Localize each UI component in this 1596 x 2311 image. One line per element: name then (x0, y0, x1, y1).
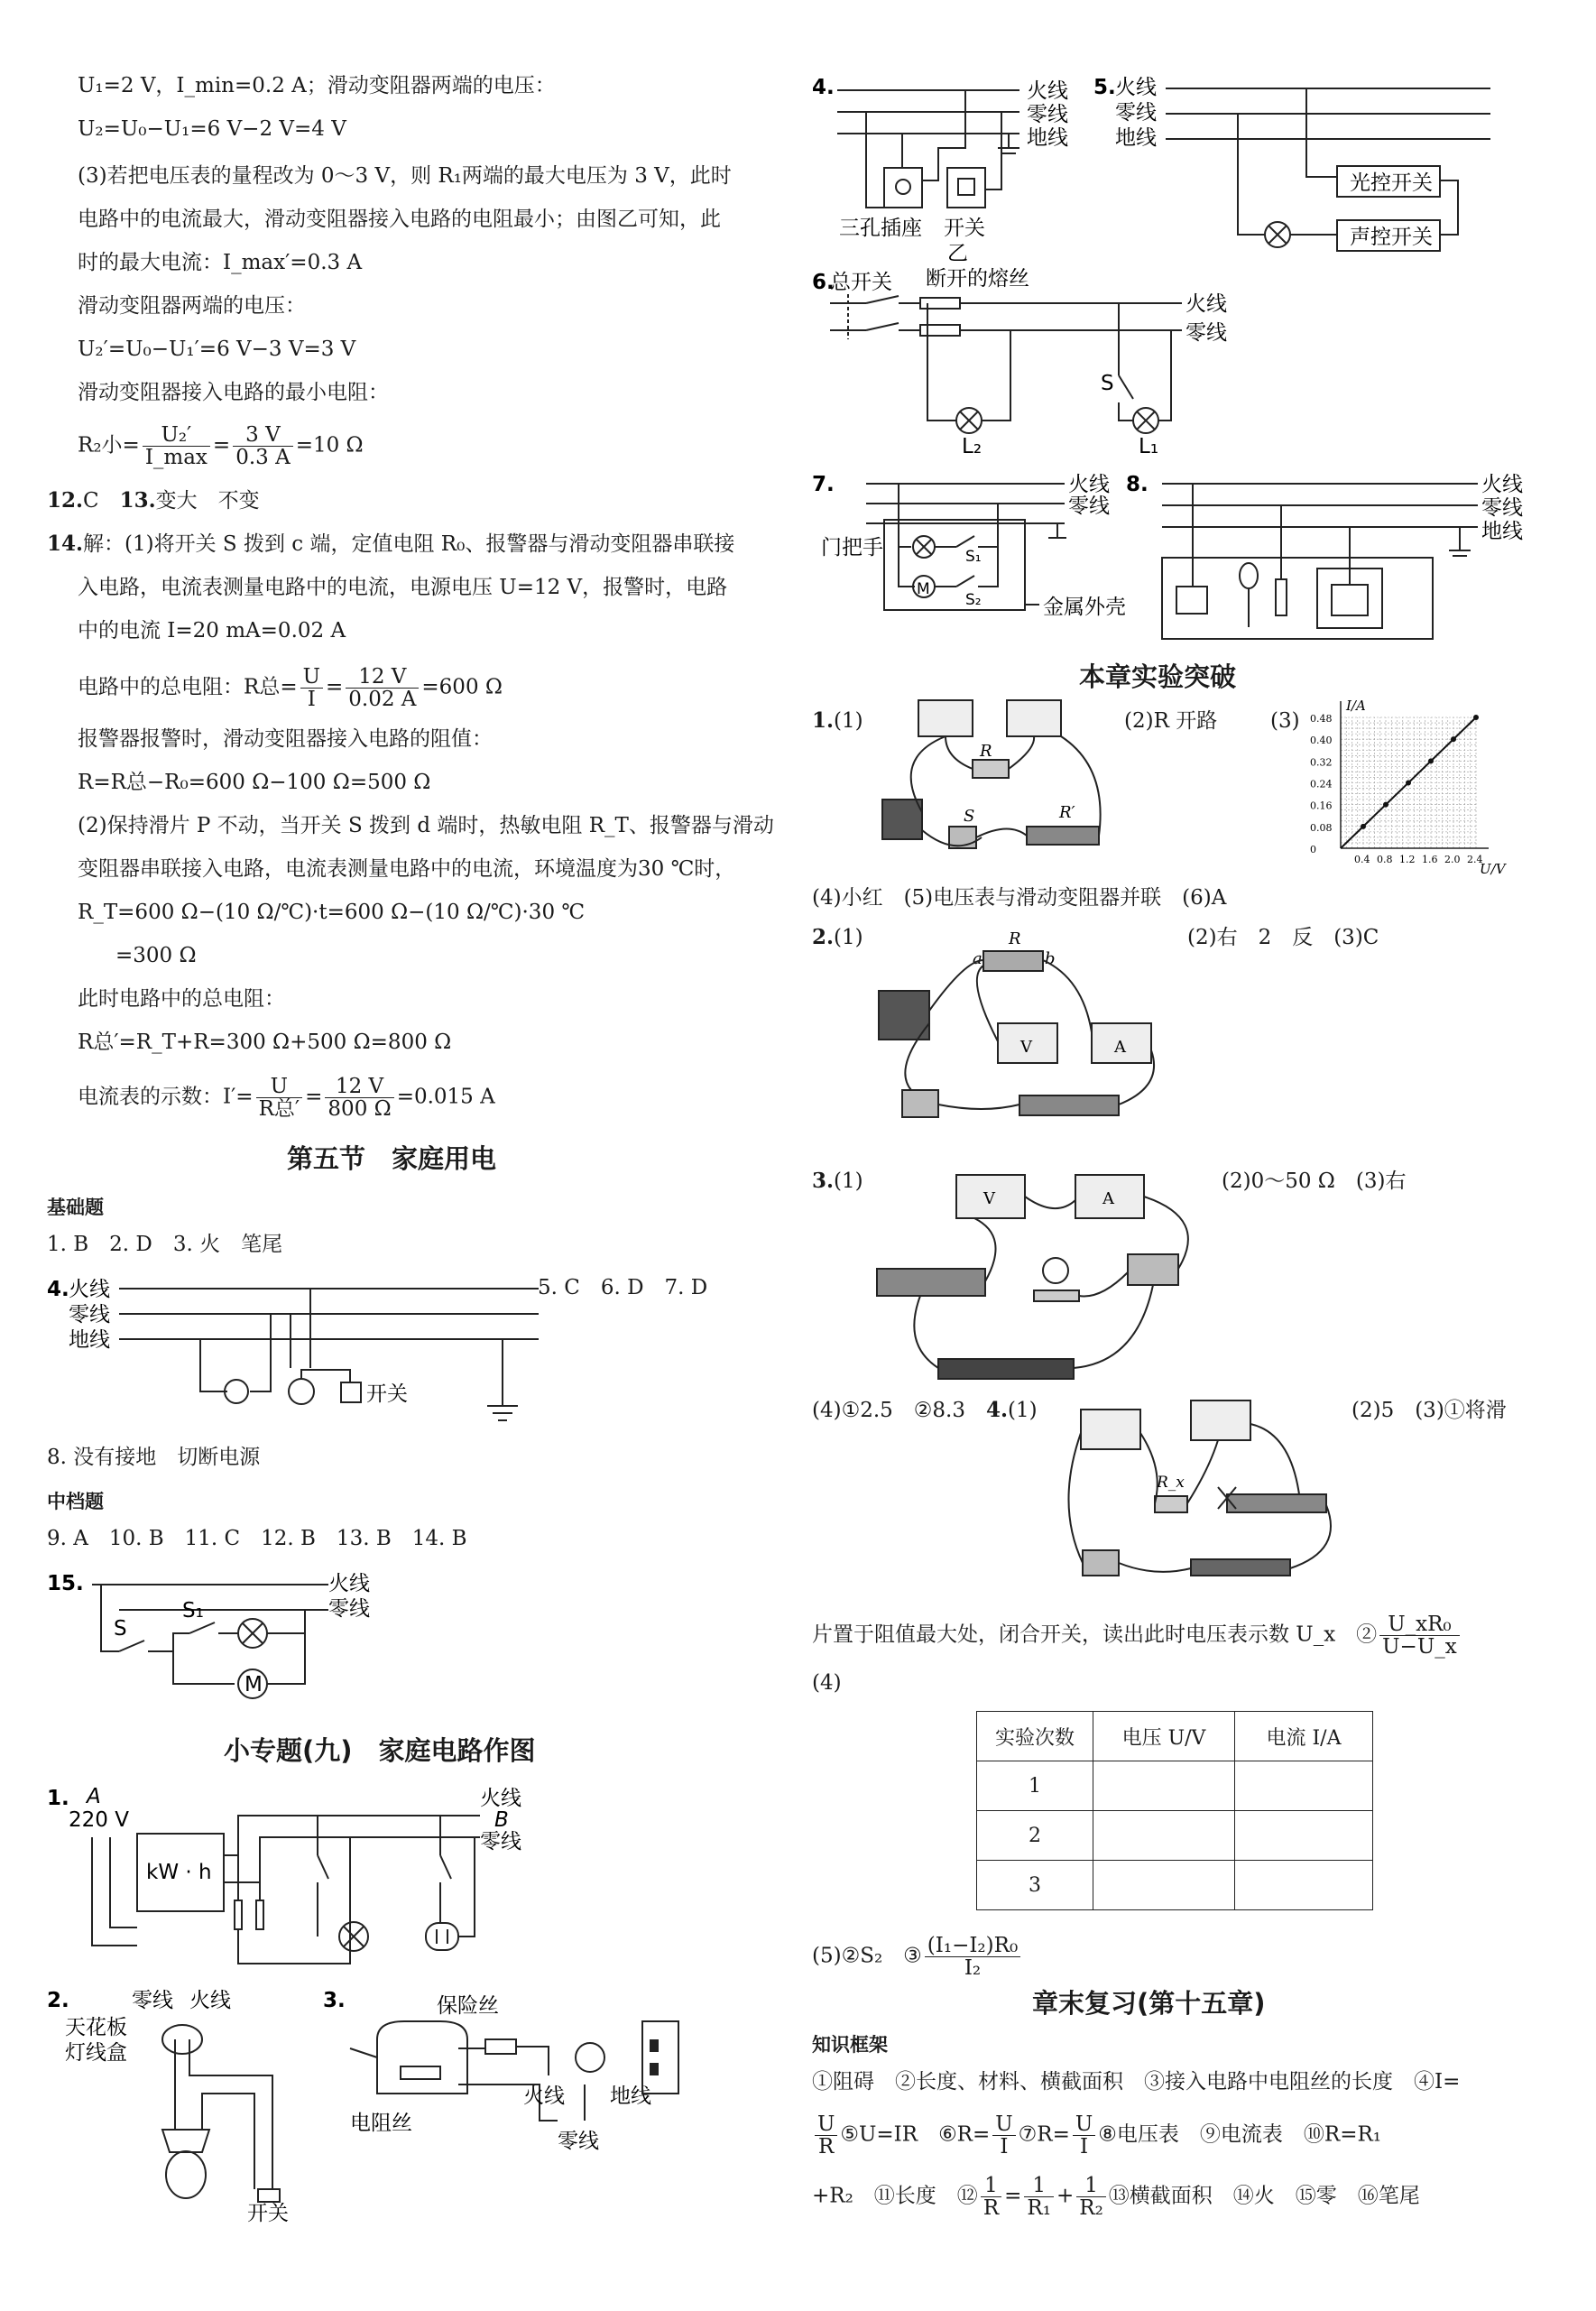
data-point (1428, 758, 1434, 763)
text-line: 变阻器串联接入电路，电流表测量电路中的电流，环境温度为30 ℃时， (78, 857, 736, 881)
svg-text:门把手: 门把手 (821, 536, 883, 559)
subheading: 知识框架 (812, 2034, 888, 2056)
answer-line: 片置于阻值最大处，闭合开关，读出此时电压表示数 U_x ② $\frac{\text{U\_xR₀}}{U-U\_x}$ (812, 1613, 1462, 1658)
svg-text:15.: 15. (47, 1572, 84, 1595)
equation: R₂小= $\frac{\text{U₂′}}{I\_\max}$ = $\frac{3 V}{0.3 A}$ =10 Ω (78, 423, 364, 469)
svg-text:灯线盒: 灯线盒 (65, 2041, 127, 2065)
circuit-diagram-socket (812, 72, 1083, 265)
svg-text:kW · h: kW · h (146, 1861, 212, 1884)
battery-pack-icon (1191, 1559, 1290, 1576)
answer-line: (2)5 (3)①将滑 (1352, 1399, 1507, 1422)
svg-text:4.: 4. (47, 1278, 69, 1301)
answer-line: 2.(1) (812, 925, 863, 949)
svg-text:b: b (1045, 949, 1056, 968)
answer-line: (5)②S₂ ③ $\frac{\text{(I₁−I₂)R₀}}{\text{I₂}}$ (812, 1935, 1023, 1979)
text-line: U₁=2 V，I_min=0.2 A；滑动变阻器两端的电压： (78, 74, 556, 97)
table-cell (1093, 1761, 1235, 1811)
svg-text:A: A (1102, 1189, 1114, 1208)
switch-icon (341, 1382, 361, 1402)
x-tick-label: 0.8 (1377, 854, 1393, 865)
ceiling-box-icon (162, 2025, 202, 2054)
svg-text:S: S (1101, 372, 1114, 395)
svg-text:2.: 2. (47, 1989, 69, 2012)
svg-text:R: R (980, 742, 992, 761)
y-axis-label: I/A (1346, 698, 1366, 714)
table-header: 电压 U/V (1093, 1712, 1235, 1761)
svg-text:R_x: R_x (1157, 1474, 1185, 1492)
svg-text:M: M (917, 580, 930, 598)
svg-text:S₂: S₂ (965, 591, 982, 609)
bulb-icon (1043, 1258, 1068, 1283)
experiment-apparatus (1056, 1397, 1344, 1595)
svg-text:三孔插座: 三孔插座 (839, 217, 922, 240)
text-line: R_T=600 Ω−(10 Ω/℃)·t=600 Ω−(10 Ω/℃)·30 ℃ (78, 901, 586, 924)
text-line: 时的最大电流：I_max′=0.3 A (78, 251, 363, 274)
diagram-ceiling-lamp (47, 1985, 309, 2225)
x-axis-label: U/V (1480, 861, 1506, 877)
table-cell (1093, 1811, 1235, 1861)
answer-line: (4) (812, 1671, 842, 1695)
svg-text:零线: 零线 (132, 1989, 173, 2012)
experiment-apparatus (866, 1164, 1227, 1390)
svg-text:零线: 零线 (1115, 101, 1157, 125)
svg-text:A: A (1114, 1038, 1126, 1057)
socket-icon (426, 1923, 458, 1950)
svg-text:零线: 零线 (69, 1303, 110, 1327)
data-point (1361, 824, 1366, 829)
svg-text:开关: 开关 (366, 1382, 408, 1406)
plug-icon (576, 2043, 604, 2072)
metal-shell (884, 520, 1025, 610)
section-title: 小专题(九) 家庭电路作图 (224, 1735, 536, 1766)
svg-text:零线: 零线 (558, 2130, 599, 2153)
svg-text:天花板: 天花板 (65, 2016, 127, 2039)
svg-text:零线: 零线 (328, 1597, 370, 1621)
wall-socket-icon (642, 2021, 678, 2094)
svg-text:火线: 火线 (480, 1787, 521, 1810)
resistor-icon (1155, 1496, 1187, 1512)
switch-icon (1176, 587, 1207, 614)
svg-text:A: A (87, 1785, 101, 1808)
svg-text:光控开关: 光控开关 (1350, 171, 1433, 195)
svg-text:4.: 4. (812, 76, 835, 99)
table-row (977, 1761, 1373, 1811)
circuit-diagram-motor (47, 1570, 408, 1706)
resistor-coil-icon (983, 951, 1043, 971)
equation: 电流表的示数：I′= $\frac{U}{\text{R总′}}$ = $\frac{12 V}{800 \Omega}$ =0.015 A (78, 1075, 495, 1121)
bulb-icon (289, 1379, 314, 1404)
svg-text:S₁: S₁ (182, 1599, 204, 1622)
battery-pack-icon (938, 1359, 1074, 1379)
section-title: 本章实验突破 (1079, 661, 1237, 692)
svg-text:火线: 火线 (1068, 473, 1110, 496)
text-line: U₂=U₀−U₁=6 V−2 V=4 V (78, 117, 346, 141)
socket-icon (225, 1380, 248, 1403)
svg-text:火线: 火线 (189, 1989, 231, 2012)
text-line: =300 Ω (115, 944, 197, 967)
circuit-diagram-dual-switch (1093, 72, 1499, 253)
svg-text:火线: 火线 (1185, 292, 1227, 316)
subheading: 基础题 (47, 1197, 104, 1218)
svg-text:保险丝: 保险丝 (437, 1994, 499, 2018)
svg-text:火线: 火线 (69, 1278, 110, 1301)
svg-text:a: a (973, 949, 983, 968)
y-tick-label: 0.40 (1310, 735, 1333, 747)
text-line: 中的电流 I=20 mA=0.02 A (78, 619, 346, 642)
data-point (1473, 715, 1479, 720)
table-row (977, 1861, 1373, 1910)
svg-text:V: V (1020, 1038, 1032, 1057)
table-header: 电流 I/A (1235, 1712, 1373, 1761)
experiment-apparatus (873, 695, 1108, 875)
svg-text:M: M (244, 1673, 263, 1696)
svg-text:零线: 零线 (480, 1830, 521, 1853)
svg-text:零线: 零线 (1481, 496, 1523, 520)
svg-text:零线: 零线 (1068, 495, 1110, 518)
switch-icon (902, 1090, 938, 1117)
text-line: 入电路，电流表测量电路中的电流，电源电压 U=12 V，报警时，电路 (78, 576, 728, 599)
table-cell (1235, 1811, 1373, 1861)
svg-text:火线: 火线 (523, 2085, 565, 2108)
table-cell (1093, 1861, 1235, 1910)
subheading: 中档题 (47, 1491, 104, 1512)
text-line: U₂′=U₀−U₁′=6 V−3 V=3 V (78, 337, 356, 361)
svg-text:5.: 5. (1093, 76, 1116, 99)
text-line: R=R总−R₀=600 Ω−100 Ω=500 Ω (78, 771, 431, 794)
text-line: ①阻碍 ②长度、材料、横截面积 ③接入电路中电阻丝的长度 ④I= (812, 2070, 1461, 2094)
text-line: 报警器报警时，滑动变阻器接入电路的阻值： (78, 727, 493, 751)
data-table (976, 1711, 1373, 1910)
circuit-diagram-household (47, 1274, 552, 1437)
svg-text:地线: 地线 (69, 1328, 110, 1352)
ammeter-icon (918, 700, 973, 736)
bulb-icon (1240, 563, 1258, 588)
equation: 电路中的总电阻：R总= $\frac{U}{I}$ = $\frac{12 V}{0.02 A}$ =600 Ω (78, 665, 503, 711)
resistor-icon (973, 760, 1009, 778)
answer-line: 12.C 13.变大 不变 (47, 488, 260, 513)
text-line: (3)若把电压表的量程改为 0～3 V，则 R₁两端的最大电压为 3 V，此时 (78, 164, 732, 188)
i-u-chart (1299, 695, 1516, 875)
circuit-diagram-fuse (812, 267, 1263, 457)
ammeter-icon (1191, 1400, 1250, 1440)
table-row (977, 1811, 1373, 1861)
data-point (1383, 802, 1388, 808)
y-tick-label: 0.16 (1310, 800, 1333, 812)
svg-text:火线: 火线 (1481, 473, 1523, 496)
switch-icon (1128, 1254, 1178, 1285)
voltmeter-icon (1007, 700, 1061, 736)
circuit-diagram-ground (1126, 469, 1523, 650)
y-tick-label: 0.32 (1310, 756, 1333, 769)
three-hole-socket-icon (884, 168, 922, 208)
svg-text:开关: 开关 (247, 2202, 289, 2225)
text-line: +R₂ ⑪长度 ⑫ $\frac{1}{R}$ = $\frac{1}{\text{R₁}}$ + $\frac{1}{\text{R₂}}$ ⑬横截面积 ⑭火 ⑮零 ⑯笔尾 (812, 2174, 1420, 2220)
y-tick-label: 0 (1310, 844, 1316, 855)
table-cell: 2 (977, 1811, 1093, 1861)
voltmeter-icon (1081, 1410, 1140, 1449)
svg-text:火线: 火线 (1115, 76, 1157, 99)
table-cell (1235, 1861, 1373, 1910)
q14-line: 14.解：(1)将开关 S 拨到 c 端，定值电阻 R₀、报警器与滑动变阻器串联接 (47, 532, 735, 556)
chart-svg (1299, 695, 1516, 875)
rheostat-icon (1019, 1095, 1119, 1115)
data-point (1406, 781, 1411, 786)
svg-text:3.: 3. (323, 1989, 346, 2012)
circuit-diagram-door (812, 469, 1126, 623)
svg-text:地线: 地线 (1027, 126, 1068, 150)
svg-text:6.: 6. (812, 271, 835, 294)
answer-line: 5. C 6. D 7. D (538, 1276, 708, 1299)
fuse-icon (1276, 579, 1287, 615)
svg-text:8.: 8. (1126, 473, 1149, 496)
y-tick-label: 0.08 (1310, 821, 1333, 834)
answer-line: 9. A 10. B 11. C 12. B 13. B 14. B (47, 1527, 467, 1550)
answer-line: 1.(1) (812, 708, 863, 733)
svg-text:220 V: 220 V (69, 1808, 129, 1832)
svg-text:电阻丝: 电阻丝 (350, 2112, 412, 2135)
switch-icon (258, 2189, 280, 2202)
answer-line: (3) (1270, 709, 1300, 733)
answer-line: 1. B 2. D 3. 火 笔尾 (47, 1233, 283, 1256)
svg-text:S: S (114, 1617, 127, 1641)
rheostat-icon (1227, 1494, 1326, 1512)
x-tick-label: 2.4 (1467, 854, 1483, 865)
svg-text:断开的熔丝: 断开的熔丝 (926, 267, 1029, 291)
svg-text:1.: 1. (47, 1787, 69, 1810)
data-point (1451, 736, 1456, 742)
answer-line: 3.(1) (812, 1169, 863, 1193)
rheostat-icon (1027, 827, 1099, 845)
svg-text:L₂: L₂ (962, 435, 983, 458)
svg-text:7.: 7. (812, 473, 835, 496)
switch-icon (1083, 1550, 1119, 1576)
svg-text:金属外壳: 金属外壳 (1043, 596, 1126, 619)
experiment-apparatus (857, 924, 1173, 1132)
circuit-diagram-meter (47, 1783, 534, 1973)
section-title: 第五节 家庭用电 (287, 1143, 497, 1174)
svg-text:S₁: S₁ (965, 548, 982, 566)
x-tick-label: 1.2 (1399, 854, 1416, 865)
svg-text:L₁: L₁ (1139, 435, 1159, 458)
text-line: 滑动变阻器接入电路的最小电阻： (78, 381, 389, 404)
svg-text:总开关: 总开关 (830, 271, 892, 294)
answer-line: (2)0～50 Ω (3)右 (1222, 1169, 1407, 1193)
svg-text:火线: 火线 (1027, 79, 1068, 103)
table-header-row (977, 1712, 1373, 1761)
kettle-icon (377, 2021, 467, 2094)
svg-text:R: R (1009, 929, 1021, 948)
answer-line: 8. 没有接地 切断电源 (47, 1446, 261, 1469)
svg-text:R′: R′ (1059, 803, 1075, 822)
svg-text:地线: 地线 (1115, 126, 1157, 150)
answer-line: (4)①2.5 ②8.3 4.(1) (812, 1398, 1038, 1422)
svg-text:V: V (983, 1189, 995, 1208)
x-tick-label: 0.4 (1354, 854, 1370, 865)
y-tick-label: 0.24 (1310, 778, 1333, 790)
battery-icon (882, 800, 922, 839)
svg-text:零线: 零线 (1027, 103, 1068, 126)
answer-line: (4)小红 (5)电压表与滑动变阻器并联 (6)A (812, 886, 1227, 910)
table-cell (1235, 1761, 1373, 1811)
diagram-kettle (323, 1985, 684, 2157)
svg-text:开关: 开关 (944, 217, 985, 240)
x-tick-label: 1.6 (1422, 854, 1438, 865)
table-header: 实验次数 (977, 1712, 1093, 1761)
rheostat-icon (877, 1269, 985, 1296)
table-cell: 1 (977, 1761, 1093, 1811)
svg-text:零线: 零线 (1185, 321, 1227, 345)
text-line: 此时电路中的总电阻： (78, 987, 285, 1011)
switch-icon (947, 168, 985, 208)
svg-text:地线: 地线 (610, 2085, 651, 2108)
answer-line: (2)右 2 反 (3)C (1187, 926, 1379, 949)
table-cell: 3 (977, 1861, 1093, 1910)
svg-text:S: S (964, 807, 975, 826)
section-title: 章末复习(第十五章) (1032, 1988, 1266, 2019)
x-tick-label: 2.0 (1444, 854, 1461, 865)
svg-text:乙: 乙 (947, 242, 968, 265)
svg-text:B: B (494, 1808, 509, 1832)
answer-line: (2)R 开路 (1124, 709, 1218, 733)
svg-text:地线: 地线 (1481, 520, 1523, 543)
svg-text:声控开关: 声控开关 (1350, 226, 1433, 249)
svg-text:火线: 火线 (328, 1572, 370, 1595)
text-line: R总′=R_T+R=300 Ω+500 Ω=800 Ω (78, 1031, 452, 1054)
bulb-icon (166, 2151, 206, 2198)
text-line: 电路中的电流最大，滑动变阻器接入电路的电阻最小；由图乙可知，此 (78, 208, 721, 231)
text-line: (2)保持滑片 P 不动，当开关 S 拨到 d 端时，热敏电阻 R_T、报警器与滑动 (78, 814, 774, 837)
text-line: 滑动变阻器两端的电压： (78, 294, 306, 318)
y-tick-label: 0.48 (1310, 713, 1333, 725)
text-line: $\frac{U}{R}$ ⑤U=IR ⑥R= $\frac{U}{I}$ ⑦R= $\frac{U}{I}$ ⑧电压表 ⑨电流表 ⑩R=R₁ (812, 2113, 1381, 2158)
